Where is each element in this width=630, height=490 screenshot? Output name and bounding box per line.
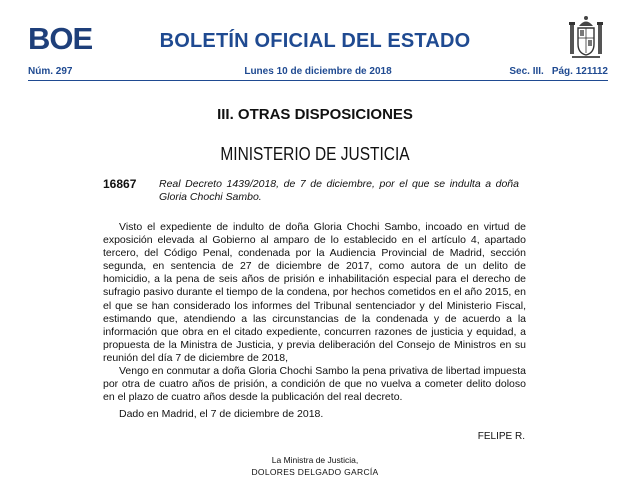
royal-signature: FELIPE R.	[477, 431, 525, 442]
issue-meta-row	[28, 64, 608, 80]
page-reference	[509, 64, 608, 80]
minister-role: La Ministra de Justicia,	[271, 455, 359, 465]
section-reference: Sec. III.	[509, 66, 544, 77]
boe-header	[0, 0, 630, 82]
boe-logo	[28, 22, 94, 56]
issue-date: Lunes 10 de diciembre de 2018	[244, 66, 392, 77]
section-heading: III. OTRAS DISPOSICIONES	[217, 106, 413, 123]
header-divider	[28, 80, 608, 81]
publication-title: BOLETÍN OFICIAL DEL ESTADO	[159, 30, 471, 52]
decree-body	[103, 221, 526, 404]
ministry-heading: MINISTERIO DE JUSTICIA	[220, 144, 410, 164]
dated-line: Dado en Madrid, el 7 de diciembre de 2018.	[119, 408, 324, 420]
entry-number: 16867	[103, 177, 137, 191]
coat-of-arms-icon	[566, 14, 606, 62]
page-number: Pág. 121112	[551, 66, 608, 77]
minister-name: DOLORES DELGADO GARCÍA	[251, 467, 379, 477]
boe-logo-text: BOE	[28, 21, 93, 56]
entry-title: Real Decreto 1439/2018, de 7 de diciembre, por el que se indulta a doña Gloria Chochi Sambo.	[159, 178, 519, 203]
body-paragraph: Visto el expediente de indulto de doña Gloria Chochi Sambo, incoado en virtud de exposición elevada al Gobierno al amparo de lo establecido en el artículo 4, apartado tercero, del Código Penal, condenada por la Audiencia Provincial de Madrid, sección segunda, en sentencia de 27 de diciembre de 2017, como autora de un delito de homicidio, a la pena de seis años de prisión e inhabilitación especial para el derecho de sufragio pasivo durante el tiempo de la condena, por hechos cometidos en el año 2015, en el que se han considerado los informes del Tribunal sentenciador y del Ministerio Fiscal, estimando que, atendiendo a las circunstancias de la condenada y de acuerdo a la información que obra en el citado expediente, concurren razones de justicia y equidad, a propuesta de la Ministra de Justicia, y previa deliberación del Consejo de Ministros en su reunión del día 7 de diciembre de 2018,	[103, 221, 526, 364]
issue-number: Núm. 297	[28, 66, 73, 77]
body-paragraph: Vengo en conmutar a doña Gloria Chochi Sambo la pena privativa de libertad impuesta por otra de cuatro años de prisión, a condición de que no vuelva a cometer delito doloso en el plazo de cuatro años desde la publicación del real decreto.	[103, 365, 526, 404]
